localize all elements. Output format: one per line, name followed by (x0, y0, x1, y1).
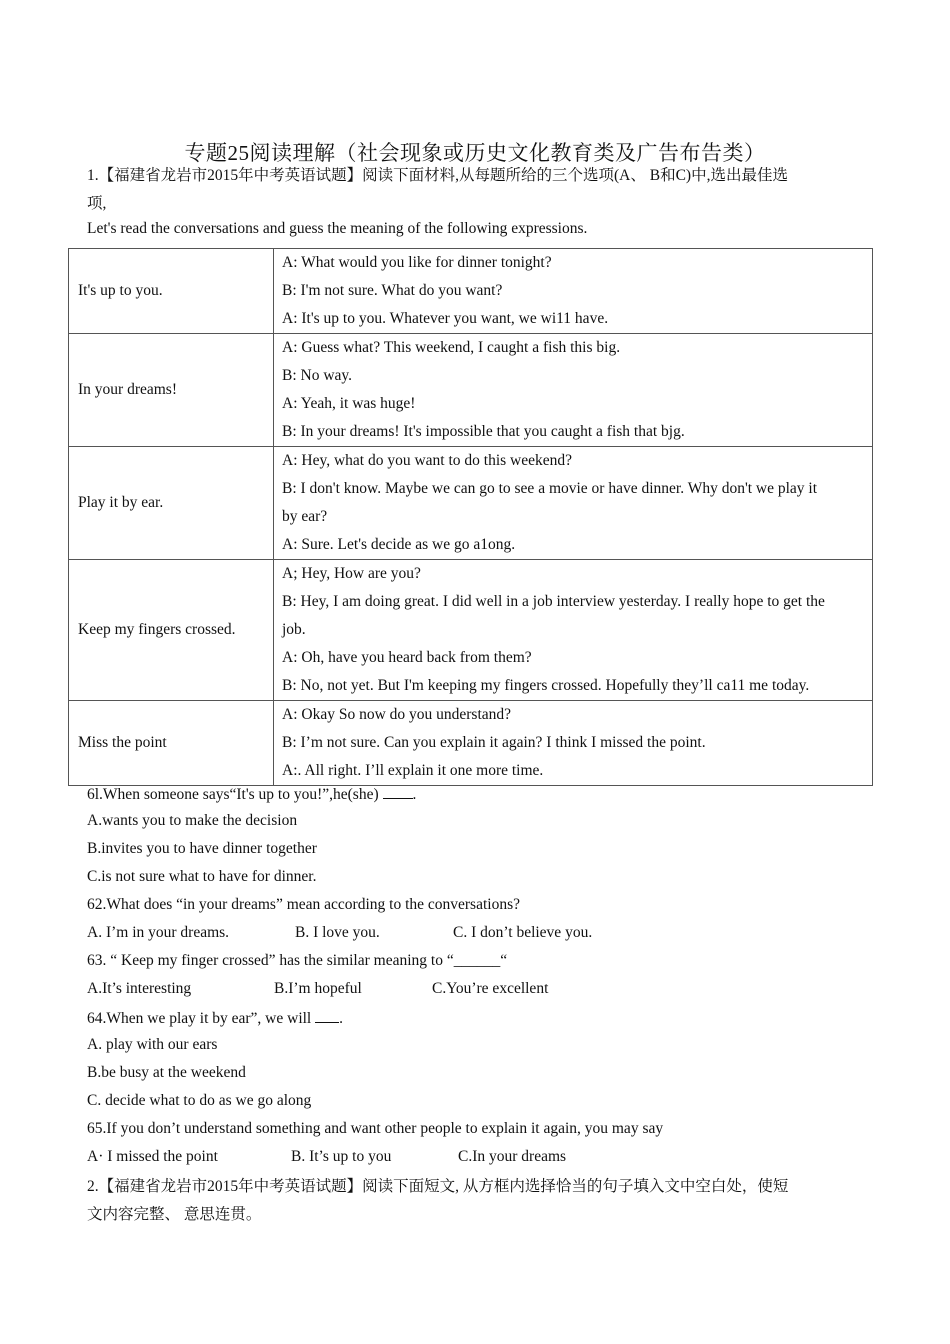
q63-option-c: C.You’re excellent (432, 980, 549, 997)
q65-option-c: C.In your dreams (458, 1148, 567, 1165)
dialog-line: A: Guess what? This weekend, I caught a fish this big. (282, 339, 621, 356)
table-row (69, 447, 873, 560)
question-61-text: 6l.When someone says“It's up to you!”,he(she) (87, 786, 383, 803)
question-64 (87, 1008, 343, 1028)
q64-option-b: B.be busy at the weekend (87, 1064, 246, 1081)
answer-blank (315, 1008, 339, 1023)
q61-option-c: C.is not sure what to have for dinner. (87, 868, 317, 885)
section2-header-line1: 2.【福建省龙岩市2015年中考英语试题】阅读下面短文, 从方框内选择恰当的句子填入文中空白处，使短 (87, 1178, 789, 1195)
dialog-cell (274, 701, 873, 786)
expressions-table (68, 248, 873, 786)
dialog-line: B: Hey, I am doing great. I did well in a job interview yesterday. I really hope to get the (282, 593, 825, 610)
question-62: 62.What does “in your dreams” mean according to the conversations? (87, 896, 520, 913)
dialog-line: B: No, not yet. But I'm keeping my fingers crossed. Hopefully they’ll ca11 me today. (282, 677, 810, 694)
dialog-line: B: I'm not sure. What do you want? (282, 282, 503, 299)
dialog-line: B: In your dreams! It's impossible that you caught a fish that bjg. (282, 423, 685, 440)
phrase-cell: Keep my fingers crossed. (69, 560, 274, 701)
dialog-line: A: Okay So now do you understand? (282, 706, 512, 723)
q63-option-a: A.It’s interesting (87, 980, 192, 997)
question-64-text: 64.When we play it by ear”, we will (87, 1010, 316, 1027)
q62-option-c: C. I don’t believe you. (453, 924, 593, 941)
section1-header-line2: 项, (87, 195, 107, 212)
dialog-line: A: Hey, what do you want to do this weekend? (282, 452, 572, 469)
q65-option-b: B. It’s up to you (291, 1148, 392, 1165)
dialog-cell (274, 560, 873, 701)
phrase-cell: Miss the point (69, 701, 274, 786)
q62-option-a: A. I’m in your dreams. (87, 924, 230, 941)
table-row (69, 334, 873, 447)
dialog-line: B: No way. (282, 367, 353, 384)
question-61 (87, 784, 416, 804)
q64-option-a: A. play with our ears (87, 1036, 218, 1053)
table-row (69, 701, 873, 786)
table-row (69, 560, 873, 701)
q61-option-b: B.invites you to have dinner together (87, 840, 317, 857)
dialog-cell (274, 334, 873, 447)
section1-intro: Let's read the conversations and guess the meaning of the following expressions. (87, 220, 588, 237)
phrase-cell: In your dreams! (69, 334, 274, 447)
dialog-line: A: It's up to you. Whatever you want, we wi11 have. (282, 310, 609, 327)
dialog-line: A: Yeah, it was huge! (282, 395, 416, 412)
q65-option-a: A· I missed the point (87, 1148, 218, 1165)
dialog-line: B: I’m not sure. Can you explain it again? I think I missed the point. (282, 734, 706, 751)
section1-header-line1: 1.【福建省龙岩市2015年中考英语试题】阅读下面材料,从每题所给的三个选项(A、 B和C)中,选出最佳选 (87, 167, 788, 184)
dialog-line: A: Sure. Let's decide as we go a1ong. (282, 536, 516, 553)
q62-option-b: B. I love you. (295, 924, 380, 941)
section2-header-line2: 文内容完整、 意思连贯。 (87, 1206, 262, 1223)
q61-option-a: A.wants you to make the decision (87, 812, 298, 829)
q63-option-b: B.I’m hopeful (274, 980, 362, 997)
question-65: 65.If you don’t understand something and want other people to explain it again, you may say (87, 1120, 664, 1137)
dialog-line: A: What would you like for dinner tonight? (282, 254, 552, 271)
phrase-cell: It's up to you. (69, 249, 274, 334)
question-61-end: . (412, 786, 417, 803)
dialog-line: by ear? (282, 508, 328, 525)
dialog-line: job. (282, 621, 306, 638)
answer-blank (383, 784, 413, 799)
dialog-line: A:. All right. I’ll explain it one more time. (282, 762, 544, 779)
table-row (69, 249, 873, 334)
dialog-cell (274, 249, 873, 334)
dialog-cell (274, 447, 873, 560)
dialog-line: A; Hey, How are you? (282, 565, 421, 582)
dialog-line: B: I don't know. Maybe we can go to see a movie or have dinner. Why don't we play it (282, 480, 818, 497)
page-title: 专题25阅读理解（社会现象或历史文化教育类及广告布告类） (184, 141, 766, 165)
question-63: 63. “ Keep my finger crossed” has the similar meaning to “______“ (87, 952, 508, 969)
dialog-line: A: Oh, have you heard back from them? (282, 649, 532, 666)
phrase-cell: Play it by ear. (69, 447, 274, 560)
question-64-end: . (339, 1010, 343, 1027)
q64-option-c: C. decide what to do as we go along (87, 1092, 312, 1109)
